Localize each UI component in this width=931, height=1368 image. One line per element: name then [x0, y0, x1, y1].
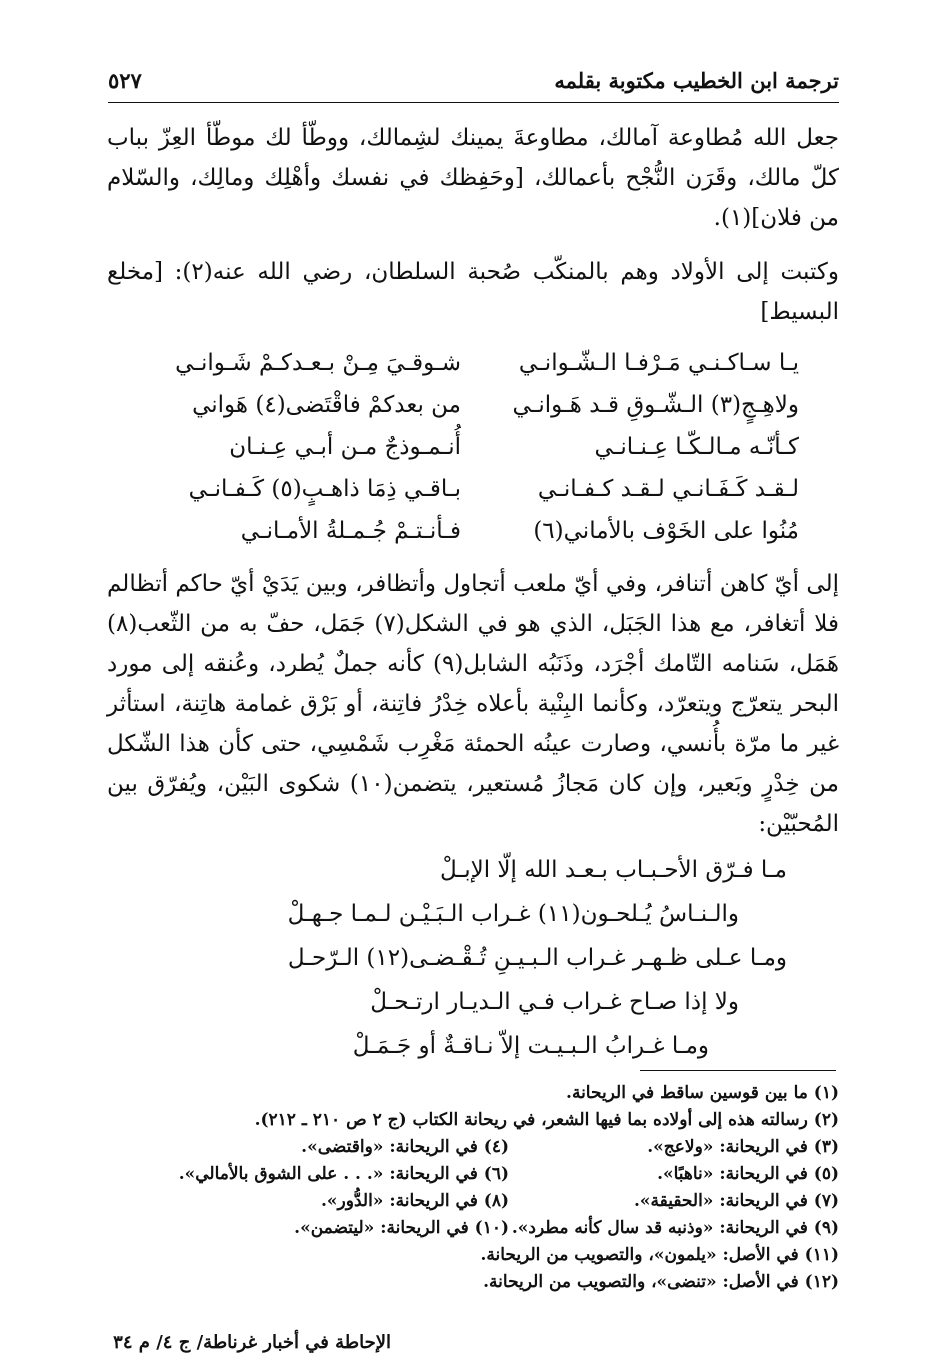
poem-line — [107, 510, 839, 552]
footnote: (٤) في الريحانة: «واقتضى». — [301, 1137, 509, 1157]
poem-hemistich-second: بـاقـي ذِمَا ذاهـبٍ(٥) كَـفـانـي — [188, 476, 461, 502]
header-rule — [108, 102, 839, 103]
verse-line: ولا إذا صـاح غـراب فـي الـديـار ارتـحـلْ — [370, 989, 739, 1015]
poem-hemistich-first: يـا سـاكـنـي مَـرْفـا الـشّـوانـي — [518, 350, 799, 376]
footnote-pair — [99, 1215, 839, 1242]
footnote: (١٠) في الريحانة: «ليتضمن». — [294, 1218, 509, 1238]
paragraph-2: وكتبت إلى الأولاد وهم بالمنكّب صُحبة السلطان، رضي الله عنه(٢): [مخلع البسيط] — [107, 259, 839, 325]
footnote: (٧) في الريحانة: «الحقيقة». — [633, 1191, 839, 1211]
poem-hemistich-second: شـوقـيَ مِـنْ بـعـدكـمْ شَـوانـي — [175, 350, 461, 376]
footnote: (٥) في الريحانة: «ناهبًا». — [657, 1164, 839, 1184]
running-title: ترجمة ابن الخطيب مكتوبة بقلمه — [554, 68, 839, 93]
poem-line — [107, 468, 839, 510]
footnote: (٦) في الريحانة: «. . . على الشوق بالأمالي». — [178, 1164, 509, 1184]
page-footer-signature: الإحاطة في أخبار غرناطة/ ج ٤/ م ٣٤ — [113, 1332, 391, 1353]
footnote-pair — [99, 1188, 839, 1215]
poem-basit — [107, 342, 839, 552]
footnote: (٢) رسالته هذه إلى أولاده بما فيها الشعر، في ريحانة الكتاب (ج ٢ ص ٢١٠ ـ ٢١٢). — [254, 1110, 839, 1130]
footnote: (٩) في الريحانة: «وذنبه قد سال كأنه مطرد». — [511, 1218, 839, 1238]
footnote: (١) ما بين قوسين ساقط في الريحانة. — [566, 1083, 839, 1103]
paragraph-3: إلى أيّ كاهن أتنافر، وفي أيّ ملعب أتجاول وأتظافر، وبين يَدَيْ أيّ حاكم أتظالم فلا أتغافر، مع هذا الجَبَل، الذي هو في الشكل(٧) جَمَل، حفّ به من الثّعب(٨) هَمَل، سَنامه التّامك أجْرَد، وذَنَبُه الشابل(٩) كأنه جملٌ يُطرد، وعُنقه إلى مورد البحر يتعرّج ويتعرّد، وكأنما البِنْية بأعلاه خِدْرُ فاتِنة، أو بَرْق غمامة هاتِنة، استأثر غير ما مرّة بأُنسي، وصارت عينُه الحمئة مَغْرِب شَمْسِي، حتى كأن هذا الشّكل من خِدْرٍ وبَعير، وإن كان مَجازُ مُستعير، يتضمن(١٠) شكوى البَيْن، ويُفرّق بين المُحبّيْن: — [107, 571, 839, 837]
footnotes — [99, 1080, 839, 1296]
poem-line — [107, 342, 839, 384]
poem-line — [107, 426, 839, 468]
footnote-pair — [99, 1134, 839, 1161]
verse-block — [107, 848, 839, 1068]
verse-line: والـنـاسُ يُـلحـون(١١) غـراب الـبَـيْـن لـمـا جـهـلْ — [287, 901, 739, 927]
poem-hemistich-first: لـقـد كَـفَـانـي لـقـد كـفـانـي — [537, 476, 799, 502]
footnote: (٨) في الريحانة: «الدُّور». — [321, 1191, 509, 1211]
verse-line: مـا فـرّق الأحـبـاب بـعـد الله إلّا الإبـلْ — [440, 857, 787, 883]
paragraph-1: جعل الله مُطاوعة آمالك، مطاوعةَ يمينك لشِمالك، ووطّأ لك موطّأ العِزّ بباب كلّ مالك، وقَرَن النُّجْح بأعمالك، [وحَفِظك في نفسك وأهْلِك ومالِك، والسّلام من فلان](١). — [107, 125, 839, 231]
poem-hemistich-second: فـأنـتـمْ جُـمـلةُ الأمـانـي — [240, 518, 461, 544]
verse-line: ومـا غـرابُ الـبـيـت إلاّ نـاقـةٌ أو جَـمَـلْ — [352, 1033, 709, 1059]
poem-line — [107, 384, 839, 426]
poem-hemistich-second: أُنـمـوذجٌ مـن أبـي عِـنـان — [229, 434, 461, 460]
footnote: (٣) في الريحانة: «ولاعج». — [647, 1137, 839, 1157]
poem-hemistich-first: مُنُوا على الخَوْف بالأماني(٦) — [533, 518, 799, 544]
footnote-rule — [640, 1070, 836, 1071]
footnote: (١٢) في الأصل: «تنضى»، والتصويب من الريحانة. — [483, 1272, 839, 1292]
page-number: ٥٢٧ — [108, 68, 142, 93]
main-text — [107, 118, 839, 1068]
running-header — [108, 62, 839, 102]
verse-line: ومـا عـلى ظـهـر غـراب الـبـيـنِ تُـقْـضـى(١٢) الـرّحـل — [287, 945, 787, 971]
poem-hemistich-first: كـأنّـه مـالـكّـا عِـنـانـي — [594, 434, 799, 460]
poem-hemistich-first: ولاهِـجٍ(٣) الـشّـوقِ قـد هَـوانـي — [512, 392, 799, 418]
poem-hemistich-second: من بعدكمْ فاقْتَضى(٤) هَواني — [192, 392, 461, 418]
footnote-pair — [99, 1161, 839, 1188]
footnote: (١١) في الأصل: «يلمون»، والتصويب من الريحانة. — [480, 1245, 839, 1265]
